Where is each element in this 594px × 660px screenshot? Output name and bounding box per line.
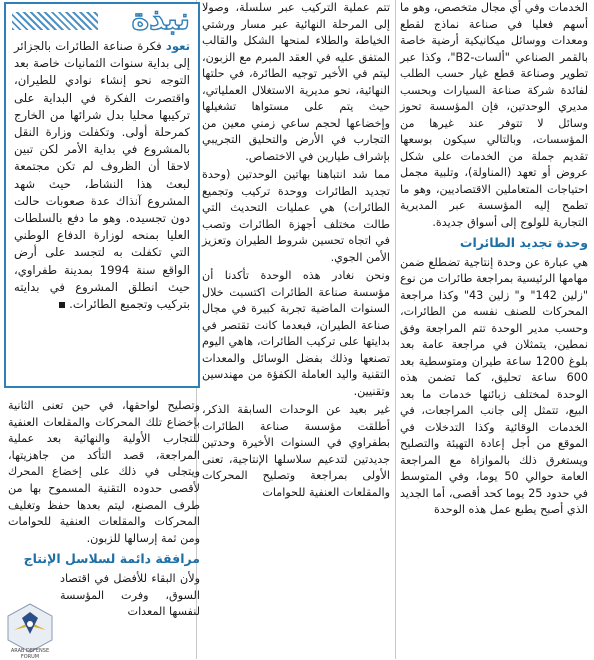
middle-para-3: ونحن نغادر هذه الوحدة تأكدنا أن مؤسسة صناعة الطائرات اكتسبت خلال السنوات الماضية تجربة كبيرة في مجال صناعة الطيران، فبعدما كانت تقتصر في بدايتها على تركيب الطائرات، هاهي اليوم تصنعها وذلك بفضل الوسائل والمعدات التقنية واليد العاملة الكفؤة من مهندسين وتقنيين.: [202, 269, 390, 398]
left-para-1: وتصليح لواحقها، في حين تعنى الثانية بإخضاع تلك المحركات والمقلعات العنفية للتجارب الأولية والنهائية بعد عملية المراجعة، قصد التأكد من جاهزيتها، ويتجلى في ذلك على إخضاع المحرك لأقصى حدوده التقنية المسموح بها من طرف المصنع، ليتم بعدها حفظ وتغليف المحركات والمقلعات العنفية للحوامات ومن ثمة إرسالها للزبون.: [8, 399, 200, 545]
section-heading-production-support: مرافقة دائمة لسلاسل الإنتاج: [23, 551, 200, 567]
right-para-1: الخدمات وفي أي مجال متخصص، وهو ما أسهم فعليا في صناعة نماذج لقطع ومعدات ووسائل ميكانيكية أرضية خاصة بالقمر الصناعي "ألسات-B2"، وكذا عبر تطوير وصناعة قطع غيار حسب الطلب لفائدة شركة صناعة السيارات وبحسب مديري الوحدتين، فإن المؤسسة تحوز وسائل لا تتوفر عند غيرها من المؤسسات، وبالتالي سيكون بوسعها تقديم جملة من الخدمات على شكل عروض أو تعهد (المناولة)، وتلبية مجمل احتياجات المتعاملين الاقتصاديين، وهو ما تطمح إليه المؤسسة عبر المديرية التجارية للولوج إلى أسواق جديدة.: [400, 1, 588, 229]
sidebar-header: [6, 4, 198, 38]
overview-sidebar: [4, 2, 200, 388]
sidebar-text: فكرة صناعة الطائرات بالجزائر إلى بداية سنوات الثمانيات خاصة بعد التوجه نحو إنشاء نوادي للطيران، واقتصرت الفكرة في البداية على تركيبها محليا بدل شرائها من الخارج كمرحلة أولى. وتكفلت وزارة النقل بالمشروع في بداية الأمر لكن تبين لاحقا أن الظروف لم تكن مجتمعة لبعث هذا النشاط، حيث شهد المشروع آنذاك عدة صعوبات حالت دون تجسيده. وهو ما دفع بالسلطات العليا بمنحه لوزارة الدفاع الوطني التي تكفلت به لتجسد على أرض الواقع سنة 1994 بمدينة طفراوي، حيث انطلق المشروع في بدايته بتركيب وتجميع الطائرات.: [14, 39, 190, 312]
middle-para-1: تتم عملية التركيب عبر سلسلة، وصولا إلى المرحلة النهائية عبر مسار ورشتي الخياطة والطلاء لمنحها الشكل والقالب المتفق عليه في العقد المبرم مع الزبون، ليتم في الأخير توجيه الطائرة، في حلتها النهائية، نحو مديرية الاستغلال العملياتي، حيث يتم على مستواها تشغيلها وإخضاعها لحجم ساعي زمني معين من التجارب في الأرض والتحليق التجريبي بإشراف طيارين في الاختصاص.: [202, 1, 390, 163]
sidebar-title: نبذة: [131, 2, 190, 37]
sidebar-lead-word: تعود: [165, 39, 190, 53]
left-para-2: ولأن البقاء للأفضل في اقتصاد السوق، وفرت المؤسسة لنفسها المعدات: [60, 571, 200, 619]
right-column: [400, 0, 588, 659]
left-column: [8, 398, 200, 621]
middle-column: [202, 0, 390, 659]
hatch-pattern: [12, 12, 98, 30]
forum-logo-caption: ARAB DEFENSE FORUM: [10, 648, 50, 660]
middle-para-4: غير بعيد عن الوحدات السابقة الذكر، أطلقت مؤسسة صناعة الطائرات بطفراوي في السنوات الأخيرة وحدتين جديدتين لتدعيم سلاسلها الإنتاجية، تعنى الأولى بمراجعة وتصليح المحركات والمقلعات العنفية للحوامات: [202, 403, 390, 499]
section-heading-renewal-unit: وحدة تجديد الطائرات: [459, 235, 588, 250]
right-para-2: هي عبارة عن وحدة إنتاجية تضطلع ضمن مهامها الرئيسية بمراجعة طائرات من نوع "زلين 142" و" زلين 43" وكذا مراجعة المحركات للصنف نفسه من الطائرات، وحسب مدير الوحدة تتم المراجعة وفق نمطين، يتمثلان في مراجعة عامة بعد بلوغ 1200 ساعة طيران ومتوسطية بعد 600 ساعة تحليق، كما تضمن هذه الوحدة لمختلف زبائنها خدمات ما بعد البيع، تتمثل إلى جانب المراجعات، في الخدمات الوقائية وكذا التدخلات في الموقع من أجل إعادة التهيئة والتصليح ويستغرق ذلك بالموازاة مع المراجعة العامة حوالي 50 يوما، وفي المتوسط في حدود 25 يوما كحد أقصى، أما الجديد الذي أصبح يطبع عمل هذه الوحدة: [400, 255, 588, 516]
end-square-icon: [59, 302, 65, 308]
sidebar-body: [6, 38, 198, 313]
middle-para-2: مما شد انتباهنا بهاتين الوحدتين (وحدة تجديد الطائرات ووحدة تركيب وتجميع الطائرات) هي عمليات التحديث التي طالت مختلف أجهزة الطائرات وتصب في اتجاه تحسين شروط الطيران وتعزيز الأمن الجوي.: [202, 168, 390, 264]
column-divider: [395, 0, 396, 659]
